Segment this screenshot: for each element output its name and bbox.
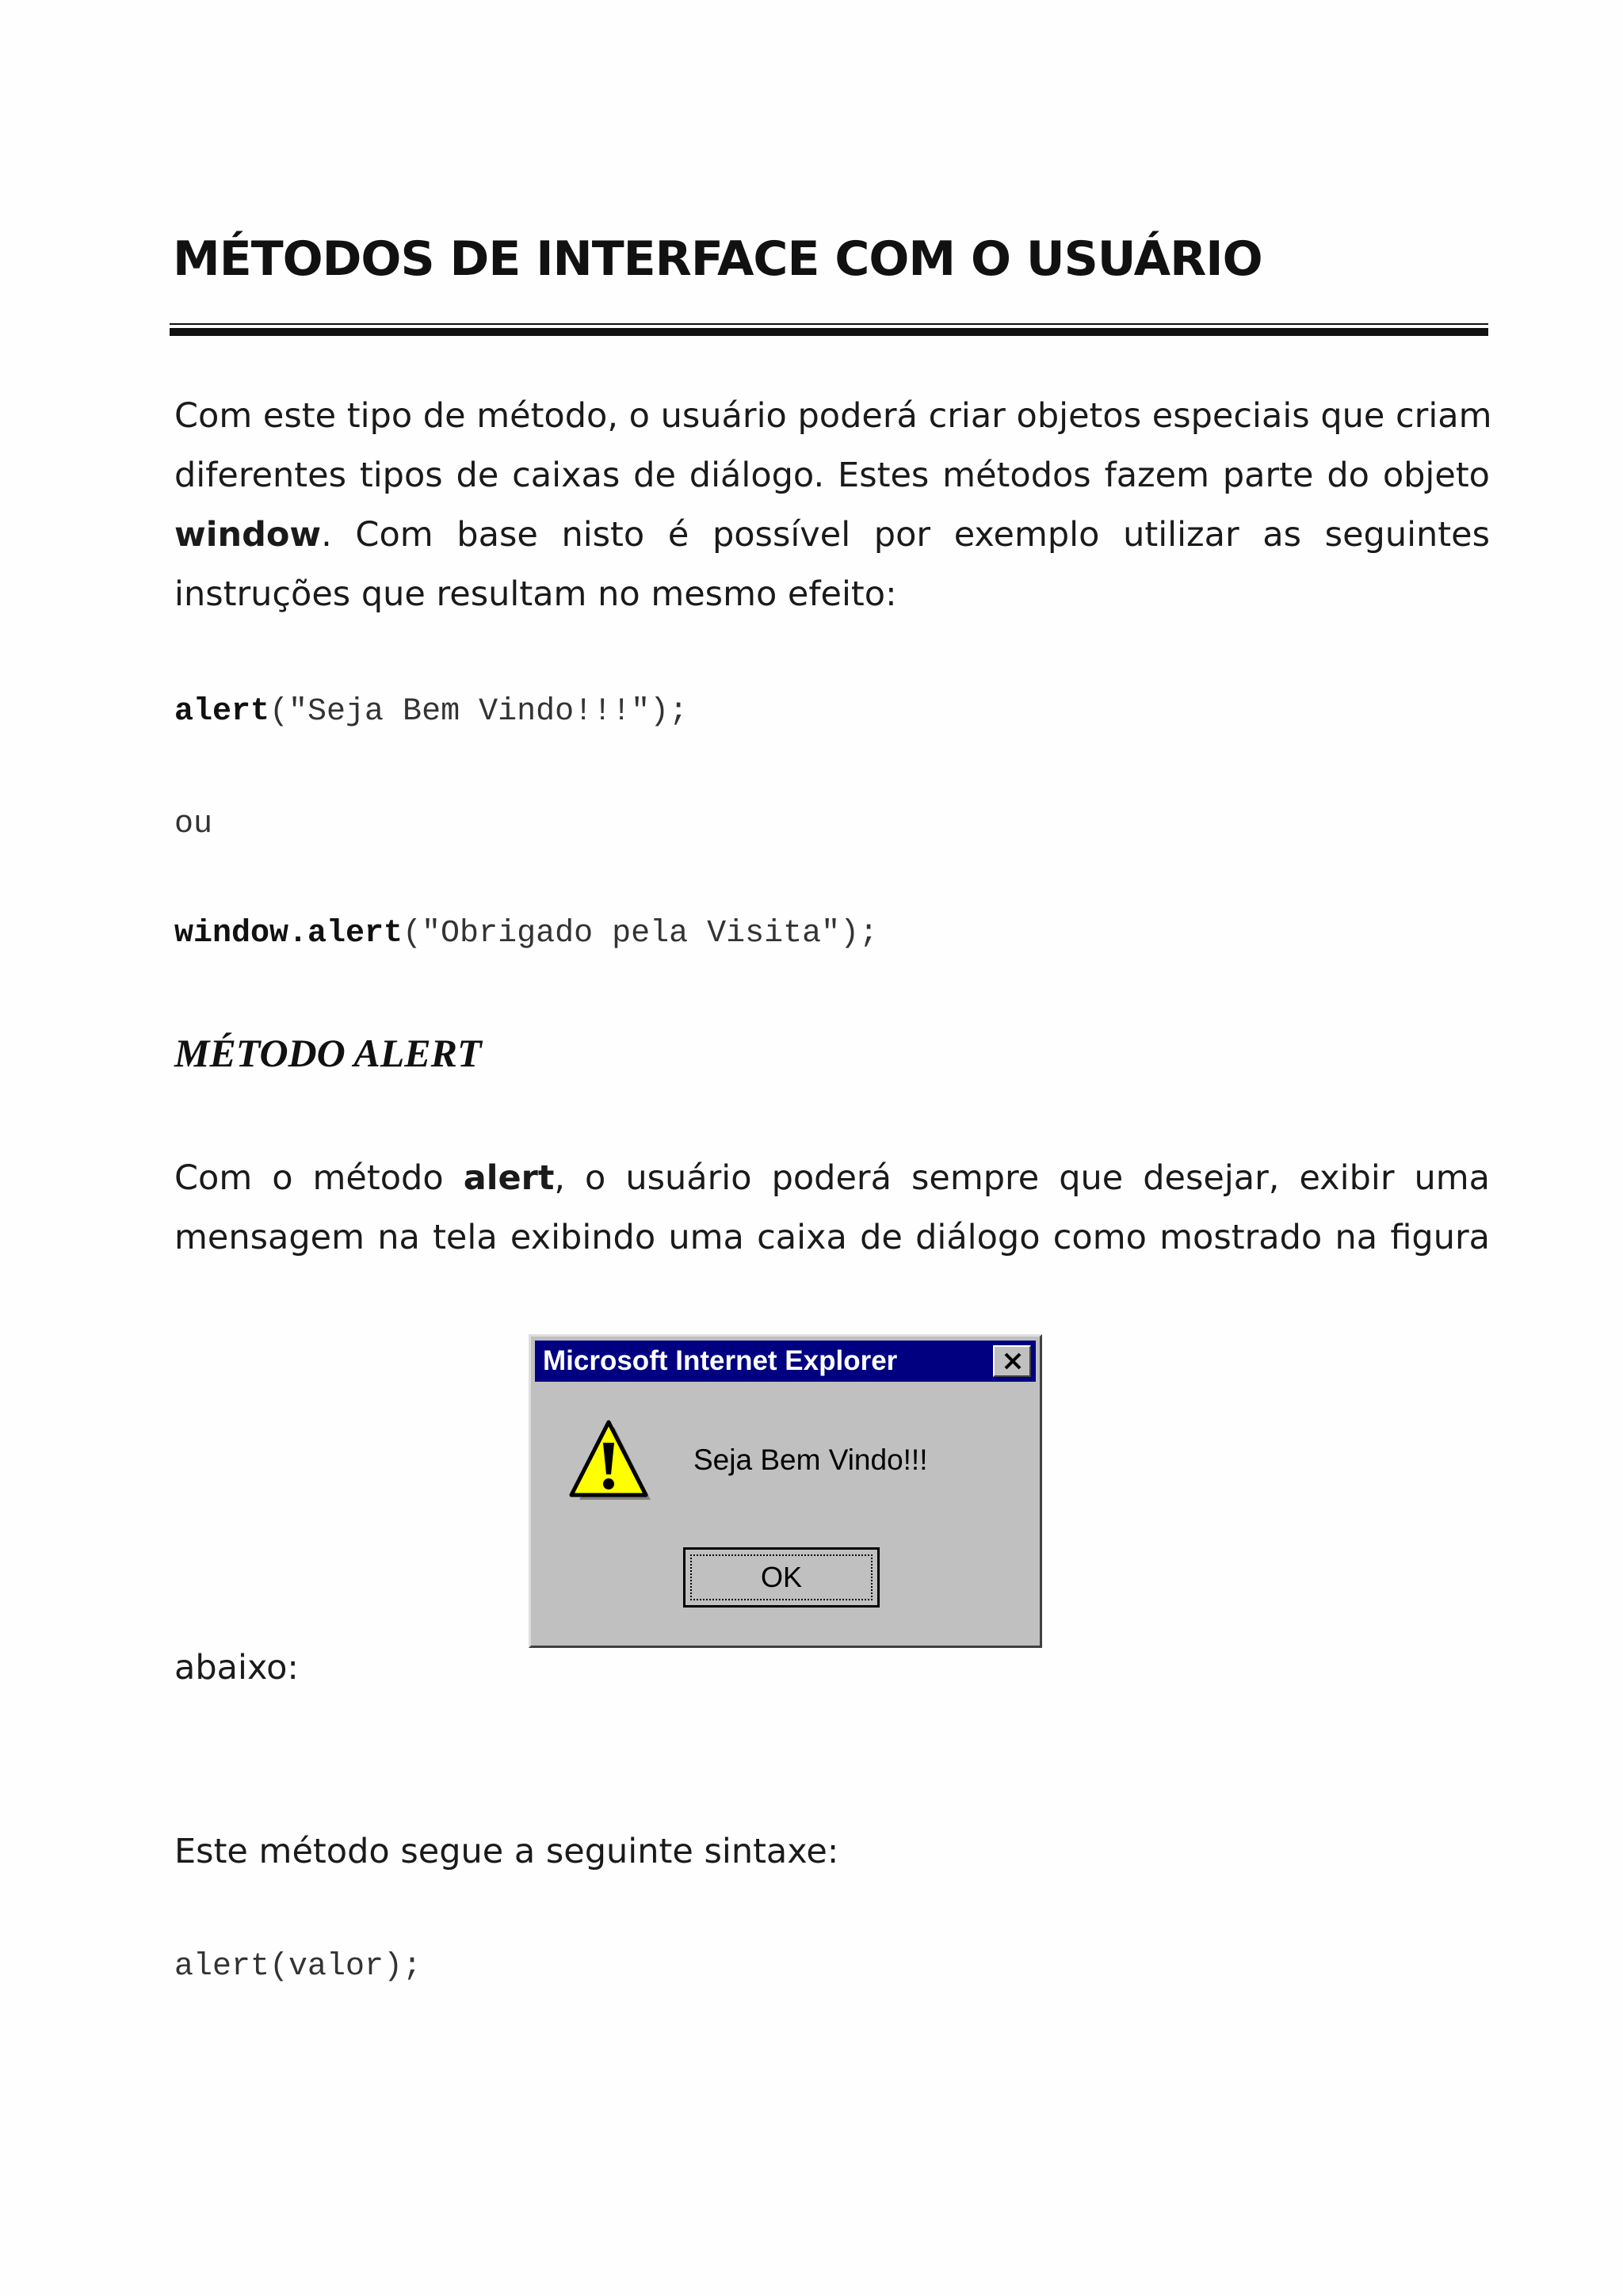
- intro-line-3-rest: . Com base nisto é possível por exemplo utilizar as seguintes: [321, 515, 1490, 555]
- alert-line-1-start: Com o método: [174, 1158, 464, 1198]
- ok-button[interactable]: [683, 1547, 880, 1608]
- window-keyword: window: [174, 515, 322, 555]
- title-rule-thick: [170, 328, 1488, 336]
- dialog-title-bar: [535, 1341, 1036, 1382]
- code-args: ("Seja Bem Vindo!!!");: [269, 694, 689, 730]
- intro-line-2: diferentes tipos de caixas de diálogo. Estes métodos fazem parte do objeto: [174, 456, 1490, 495]
- syntax-intro: [174, 1822, 1490, 1882]
- intro-line-4: instruções que resultam no mesmo efeito:: [174, 574, 897, 614]
- alert-dialog-figure: [529, 1334, 1042, 1648]
- code-example-window-alert: [174, 916, 878, 952]
- dialog-close-button[interactable]: [993, 1345, 1031, 1377]
- intro-paragraph: [174, 387, 1490, 624]
- close-icon: [1003, 1352, 1022, 1370]
- syntax-intro-text: Este método segue a seguinte sintaxe:: [174, 1832, 839, 1871]
- alert-paragraph: [174, 1149, 1490, 1268]
- ok-button-label: OK: [690, 1554, 873, 1600]
- code-example-alert: [174, 694, 688, 730]
- warning-icon: [565, 1419, 652, 1506]
- alert-line-2: mensagem na tela exibindo uma caixa de diálogo como mostrado na figura: [174, 1218, 1490, 1257]
- intro-line-3: [174, 505, 1490, 565]
- page-title: MÉTODOS DE INTERFACE COM O USUÁRIO: [173, 231, 1262, 287]
- or-text: ou: [174, 807, 213, 842]
- figure-caption: abaixo:: [174, 1648, 299, 1688]
- alert-line-1: [174, 1149, 1490, 1208]
- code-args: ("Obrigado pela Visita");: [403, 916, 879, 952]
- dialog-title: Microsoft Internet Explorer: [543, 1345, 898, 1376]
- alert-line-1-rest: , o usuário poderá sempre que desejar, exibir uma: [554, 1158, 1490, 1198]
- intro-line-1: Com este tipo de método, o usuário poderá criar objetos especiais que criam: [174, 396, 1492, 436]
- title-rule-thin: [170, 323, 1488, 325]
- section-heading: MÉTODO ALERT: [174, 1031, 482, 1075]
- dialog-message: Seja Bem Vindo!!!: [693, 1444, 928, 1476]
- code-keyword: alert: [174, 694, 270, 730]
- code-keyword: window.alert: [174, 916, 403, 952]
- alert-keyword: alert: [463, 1158, 555, 1198]
- syntax-code: alert(valor);: [174, 1949, 422, 1985]
